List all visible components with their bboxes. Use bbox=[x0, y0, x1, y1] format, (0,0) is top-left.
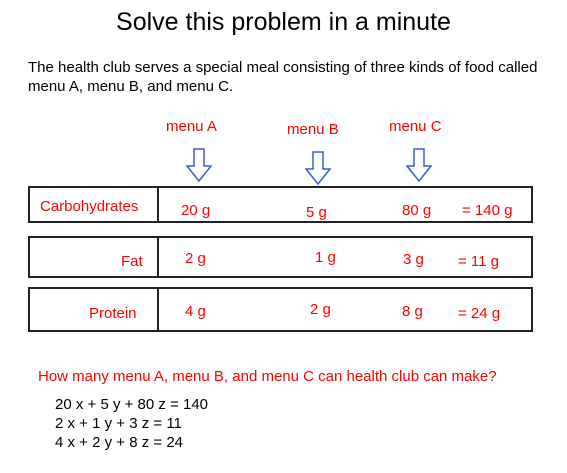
carbohydrates-row bbox=[28, 186, 533, 223]
total-value: = 140 g bbox=[462, 202, 513, 219]
menu-a-value: 4 g bbox=[185, 303, 206, 320]
menu-b-value: 5 g bbox=[306, 204, 327, 221]
total-value: = 11 g bbox=[458, 253, 500, 270]
page-title: Solve this problem in a minute bbox=[116, 8, 451, 36]
menu-c-value: 8 g bbox=[402, 303, 423, 320]
menu-c-value: 3 g bbox=[403, 251, 424, 268]
problem-intro: The health club serves a special meal consisting of three kinds of food called menu A, menu B, and menu C. bbox=[28, 59, 538, 95]
row-label-protein: Protein bbox=[89, 305, 137, 322]
menu-b-value: 2 g bbox=[310, 301, 331, 318]
down-arrow-icon bbox=[186, 148, 212, 182]
menu-b-value: 1 g bbox=[315, 249, 336, 266]
menu-c-value: 80 g bbox=[402, 202, 432, 219]
menu-a-value: 2 g bbox=[185, 250, 206, 267]
total-value: = 24 g bbox=[458, 305, 501, 322]
down-arrow-icon bbox=[406, 148, 432, 182]
question-text: How many menu A, menu B, and menu C can health club can make? bbox=[38, 368, 497, 385]
menu-c-label: menu C bbox=[389, 118, 442, 135]
menu-a-label: menu A bbox=[166, 118, 217, 135]
down-arrow-icon bbox=[305, 151, 331, 185]
equation-line: 4 x + 2 y + 8 z = 24 bbox=[55, 434, 183, 451]
row-label-carbohydrates: Carbohydrates bbox=[40, 198, 139, 215]
row-label-fat: Fat bbox=[121, 253, 143, 270]
fat-row bbox=[28, 236, 533, 278]
menu-a-value: 20 g bbox=[181, 202, 211, 219]
menu-b-label: menu B bbox=[287, 121, 339, 138]
protein-row bbox=[28, 287, 533, 332]
equation-line: 20 x + 5 y + 80 z = 140 bbox=[55, 396, 209, 413]
equation-line: 2 x + 1 y + 3 z = 11 bbox=[55, 415, 182, 432]
